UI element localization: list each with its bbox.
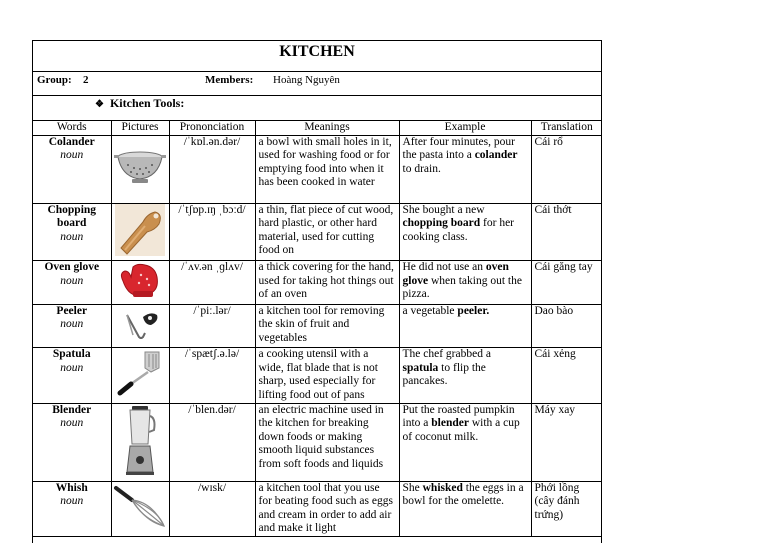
page-title: KITCHEN — [33, 41, 601, 72]
table-bottom-space — [33, 537, 601, 551]
spatula-icon — [115, 348, 165, 398]
pronunciation: /ˈʌv.ən ˌɡlʌv/ — [169, 261, 255, 305]
members-value: Hoàng Nguyên — [273, 74, 340, 86]
group-label: Group: — [37, 74, 72, 86]
part-of-speech: noun — [60, 417, 84, 429]
header-translation: Translation — [531, 121, 602, 135]
table-row — [33, 261, 602, 305]
word: Colander — [48, 135, 95, 148]
part-of-speech: noun — [60, 318, 84, 330]
translation: Dao bào — [531, 304, 602, 348]
translation: Cái xẻng — [531, 348, 602, 404]
colander-icon — [114, 145, 166, 189]
header-meanings: Meanings — [255, 121, 399, 135]
example: She whisked the eggs in a bowl for the omelette. — [399, 481, 531, 537]
vocabulary-table — [33, 121, 602, 537]
pronunciation: /ˈtʃɒp.ɪŋ ˌbɔːd/ — [169, 203, 255, 261]
example: The chef grabbed a spatula to flip the pancakes. — [399, 348, 531, 404]
word: Spatula — [52, 348, 91, 360]
translation: Cái thớt — [531, 203, 602, 261]
members-label: Members: — [205, 74, 254, 86]
section-label: Kitchen Tools: — [109, 96, 185, 110]
pronunciation: /wɪsk/ — [169, 481, 255, 537]
group-info-row — [33, 72, 601, 96]
peeler-icon — [117, 305, 163, 343]
header-pictures: Pictures — [111, 121, 169, 135]
translation: Cái găng tay — [531, 261, 602, 305]
pronunciation: /ˈspætʃ.ə.lə/ — [169, 348, 255, 404]
header-words: Words — [33, 121, 111, 135]
pronunciation: /ˈpiː.lər/ — [169, 304, 255, 348]
example: She bought a new chopping board for her cooking class. — [399, 203, 531, 261]
word: Blender — [52, 403, 92, 416]
header-pronunciation: Prononciation — [169, 121, 255, 135]
part-of-speech: noun — [60, 230, 84, 243]
meaning: a kitchen tool that you use for beating food such as eggs and cream in order to add air and make it light — [255, 481, 399, 537]
part-of-speech: noun — [60, 149, 84, 161]
diamond-bullet-icon: ❖ — [95, 99, 104, 110]
example: He did not use an oven glove when taking out the pizza. — [399, 261, 531, 305]
example: After four minutes, pour the pasta into a colander to drain. — [399, 135, 531, 203]
table-header-row — [33, 121, 602, 135]
section-heading — [33, 96, 601, 121]
blender-icon — [120, 404, 160, 476]
meaning: a bowl with small holes in it, used for washing food or for emptying food into when it has been cooked in water — [255, 135, 399, 203]
example: a vegetable peeler. — [399, 304, 531, 348]
table-row — [33, 304, 602, 348]
part-of-speech: noun — [60, 495, 84, 507]
oven-glove-icon — [115, 261, 165, 299]
word: Whish — [55, 481, 88, 494]
meaning: a cooking utensil with a wide, flat blade that is not sharp, used especially for lifting food out of pans — [255, 348, 399, 404]
example: Put the roasted pumpkin into a blender with a cup of coconut milk. — [399, 403, 531, 481]
translation: Máy xay — [531, 403, 602, 481]
part-of-speech: noun — [60, 274, 84, 287]
translation: Phới lồng (cây đánh trứng) — [531, 481, 602, 537]
pronunciation: /ˈblen.dər/ — [169, 403, 255, 481]
chopping-board-icon — [115, 204, 165, 256]
meaning: a kitchen tool for removing the skin of fruit and vegetables — [255, 304, 399, 348]
word: Oven glove — [44, 261, 100, 273]
word: Peeler — [56, 304, 88, 317]
table-row — [33, 203, 602, 261]
vocabulary-sheet — [32, 40, 602, 543]
meaning: a thin, flat piece of cut wood, hard plastic, or other hard material, used for cutting food on — [255, 203, 399, 261]
header-example: Example — [399, 121, 531, 135]
meaning: an electric machine used in the kitchen for breaking down foods or making smooth liquid substances from soft foods and liquids — [255, 403, 399, 481]
whisk-icon — [112, 482, 168, 532]
table-row — [33, 481, 602, 537]
table-row — [33, 348, 602, 404]
table-row — [33, 403, 602, 481]
translation: Cái rổ — [531, 135, 602, 203]
group-value: 2 — [83, 74, 89, 86]
word: Chopping board — [47, 203, 97, 229]
part-of-speech: noun — [60, 361, 84, 374]
meaning: a thick covering for the hand, used for taking hot things out of an oven — [255, 261, 399, 305]
table-row — [33, 135, 602, 203]
pronunciation: /ˈkɒl.ən.dər/ — [169, 135, 255, 203]
